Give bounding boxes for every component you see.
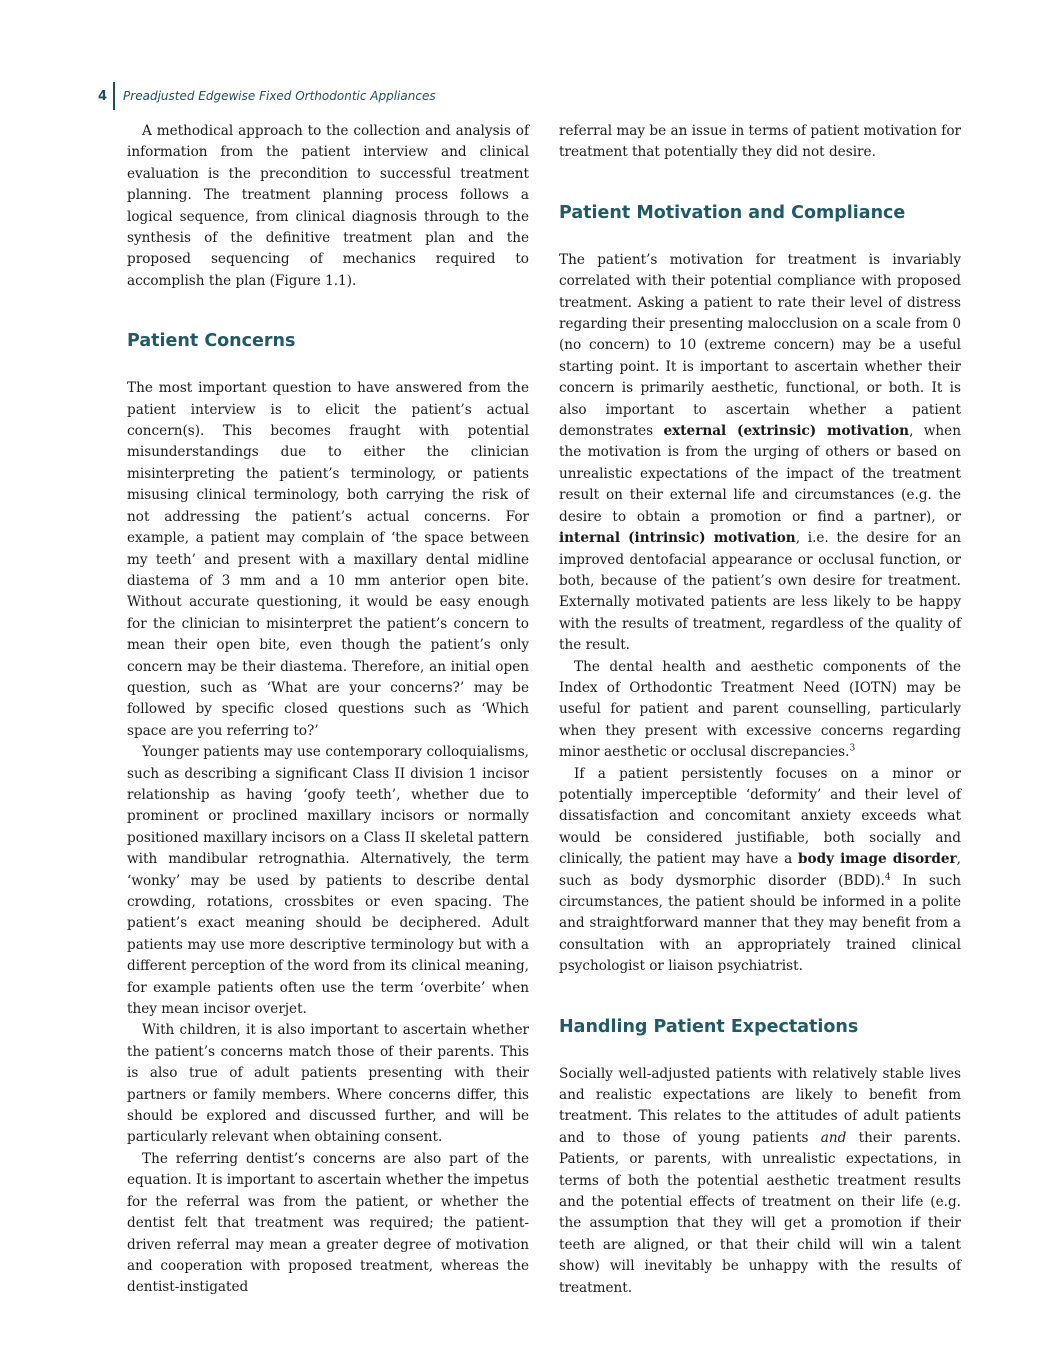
right-column: [559, 121, 961, 1299]
expectations-paragraph-1: [559, 1064, 961, 1299]
motivation-p2-text: The dental health and aesthetic components of the Index of Orthodontic Treatment Need (IOTN) may be useful for patient and parent counselling, particularly when they present with excessive concerns regarding minor aesthetic or occlusal discrepancies.: [559, 658, 961, 761]
section-heading-handling-expectations: Handling Patient Expectations: [559, 1016, 859, 1037]
term-internal-motivation: internal (intrinsic) motivation: [559, 530, 796, 547]
book-title: Preadjusted Edgewise Fixed Orthodontic Appliances: [123, 89, 436, 103]
section-heading-motivation-compliance: Patient Motivation and Compliance: [559, 202, 906, 223]
term-external-motivation: external (extrinsic) motivation: [663, 423, 910, 440]
section-heading-patient-concerns: Patient Concerns: [127, 331, 296, 352]
page-number: 4: [98, 88, 108, 104]
motivation-p1-text-c: , i.e. the desire for an improved dentofacial appearance or occlusal function, or both, because of the patient’s own desire for treatment. Externally motivated patients are less likely to be happy with the results of treatment, regardless of the quality of the result.: [559, 530, 961, 654]
term-body-image-disorder: body image disorder: [798, 851, 957, 868]
intro-paragraph: A methodical approach to the collection and analysis of information from the patient interview and clinical evaluation is the precondition to successful treatment planning. The treatment planning process follows a logical sequence, from clinical diagnosis through to the synthesis of the definitive treatment plan and the proposed sequencing of mechanics required to accomplish the plan (Figure 1.1).: [127, 123, 529, 289]
motivation-paragraph-2: [559, 657, 961, 764]
expectations-p1-text-b: their parents. Patients, or parents, with unrealistic expectations, in terms of both the potential aesthetic treatment results and the potential effects of treatment on their life (e.g. the assumption that they will get a promotion if their teeth are aligned, or that their child will win a talent show) will inevitably be unhappy with the results of treatment.: [559, 1129, 961, 1296]
motivation-p3-text-b: , such as body dysmorphic disorder (BDD).: [559, 851, 961, 889]
motivation-p3-text-c: In such circumstances, the patient should be informed in a polite and straightforward manner that they may benefit from a consultation with an appropriately trained clinical psychologist or liaison psychiatrist.: [559, 872, 961, 975]
motivation-p1-text-b: , when the motivation is from the urging of others or based on unrealistic expectations of the impact of the treatment result on their external life and circumstances (e.g. the desire to obtain a promotion or find a partner), or: [559, 423, 961, 525]
concerns-paragraph-3: With children, it is also important to ascertain whether the patient’s concerns match those of their parents. This is also true of adult patients presenting with their partners or family members. Where concerns differ, this should be explored and discussed further, and will be particularly relevant when obtaining consent.: [127, 1022, 529, 1146]
continuation-paragraph: referral may be an issue in terms of patient motivation for treatment that potentially they did not desire.: [559, 123, 961, 161]
reference-4: 4: [884, 872, 891, 883]
emphasis-and: and: [820, 1129, 847, 1146]
header-divider: [113, 82, 115, 110]
concerns-paragraph-1: The most important question to have answered from the patient interview is to elicit the patient’s actual concern(s). This becomes fraught with potential misunderstandings due to either the clinician misinterpreting the patient’s terminology, or patients misusing clinical terminology, both carrying the risk of not addressing the patient’s actual concerns. For example, a patient may complain of ‘the space between my teeth’ and present with a maxillary dental midline diastema of 3 mm and a 10 mm anterior open bite. Without accurate questioning, it would be easy enough for the clinician to misinterpret the patient’s concern to mean their open bite, even though the patient’s only concern may be their diastema. Therefore, an initial open question, such as ‘What are your concerns?’ may be followed by specific closed questions such as ‘Which space are you referring to?’: [127, 380, 529, 739]
concerns-paragraph-4: The referring dentist’s concerns are also part of the equation. It is important to ascertain whether the impetus for the referral was from the patient, or whether the dentist felt that treatment was required; the patient-driven referral may mean a greater degree of motivation and cooperation with proposed treatment, whereas the dentist-instigated: [127, 1150, 529, 1296]
expectations-p1-text-a: Socially well-adjusted patients with relatively stable lives and realistic expectations are likely to benefit from treatment. This relates to the attitudes of adult patients and to those of young patients: [559, 1065, 961, 1146]
motivation-p3-text-a: If a patient persistently focuses on a minor or potentially imperceptible ‘deformity’ and their level of dissatisfaction and concomitant anxiety exceeds what would be considered justifiable, both socially and clinically, the patient may have a: [559, 765, 961, 868]
left-column: [127, 121, 529, 1299]
motivation-paragraph-3: [559, 764, 961, 978]
reference-3: 3: [849, 743, 856, 754]
motivation-paragraph-1: [559, 250, 961, 657]
running-head: [98, 82, 436, 110]
motivation-p1-text-a: The patient’s motivation for treatment is invariably correlated with their potential compliance with proposed treatment. Asking a patient to rate their level of distress regarding their presenting malocclusion on a scale from 0 (no concern) to 10 (extreme concern) may be a useful starting point. It is important to ascertain whether their concern is primarily aesthetic, functional, or both. It is also important to ascertain whether a patient demonstrates: [559, 251, 961, 440]
concerns-paragraph-2: Younger patients may use contemporary colloquialisms, such as describing a significant Class II division 1 incisor relationship as having ‘goofy teeth’, whether due to prominent or proclined maxillary incisors or normally positioned maxillary incisors on a Class II skeletal pattern with mandibular retrognathia. Alternatively, the term ‘wonky’ may be used by patients to describe dental crowding, rotations, crossbites or even spacing. The patient’s exact meaning should be deciphered. Adult patients may use more descriptive terminology but with a different perception of the word from its clinical meaning, for example patients often use the term ‘overbite’ when they mean incisor overjet.: [127, 744, 529, 1018]
